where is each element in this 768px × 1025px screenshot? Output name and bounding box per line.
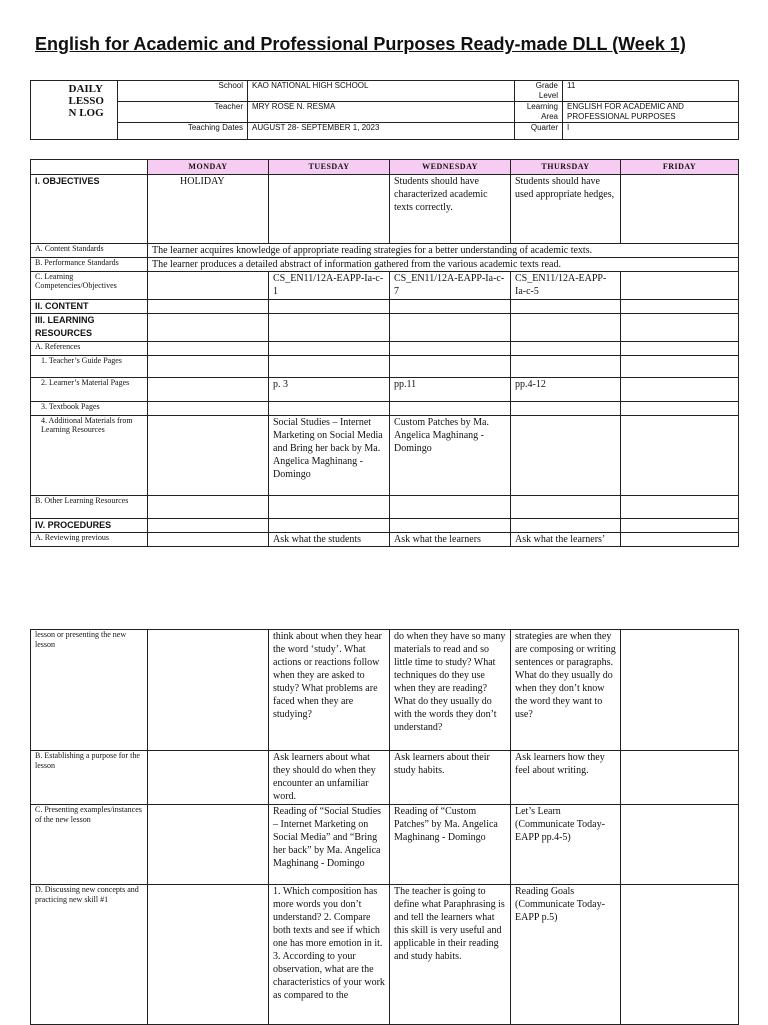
reviewing-cont-label: lesson or presenting the new lesson <box>31 630 148 751</box>
competencies-tuesday: CS_EN11/12A-EAPP-Ia-c-1 <box>269 272 390 300</box>
school-label: School <box>118 81 248 102</box>
references-label: A. References <box>31 342 148 356</box>
teaching-dates-label: Teaching Dates <box>118 123 248 140</box>
procedures-label: IV. PROCEDURES <box>31 519 148 533</box>
competencies-monday <box>148 272 269 300</box>
learners-material-wednesday: pp.11 <box>390 378 511 402</box>
reviewing-cont-tuesday: think about when they hear the word ‘study’. What actions or reactions follow when they are asked to study? What problems are faced when they are studying? <box>269 630 390 751</box>
performance-standards-text: The learner produces a detailed abstract of information gathered from the various academic texts read. <box>148 258 739 272</box>
additional-materials-tuesday: Social Studies – Internet Marketing on Social Media and Bring her back by Ma. Angelica Maghinang - Domingo <box>269 416 390 496</box>
day-header-friday: FRIDAY <box>621 160 739 175</box>
competencies-friday <box>621 272 739 300</box>
competencies-wednesday: CS_EN11/12A-EAPP-Ia-c-7 <box>390 272 511 300</box>
objectives-wednesday: Students should have characterized academic texts correctly. <box>390 175 511 244</box>
additional-materials-label: 4. Additional Materials from Learning Resources <box>31 416 148 496</box>
objectives-monday: HOLIDAY <box>148 175 269 244</box>
grade-label: Grade Level <box>515 81 563 102</box>
quarter-label: Quarter <box>515 123 563 140</box>
teaching-dates-value: AUGUST 28- SEPTEMBER 1, 2023 <box>248 123 515 140</box>
other-resources-label: B. Other Learning Resources <box>31 496 148 519</box>
objectives-label: I. OBJECTIVES <box>31 175 148 244</box>
reviewing-wednesday: Ask what the learners <box>390 533 511 547</box>
teachers-guide-label: 1. Teacher’s Guide Pages <box>31 356 148 378</box>
reviewing-label: A. Reviewing previous <box>31 533 148 547</box>
learners-material-thursday: pp.4-12 <box>511 378 621 402</box>
reviewing-tuesday: Ask what the students <box>269 533 390 547</box>
presenting-wednesday: Reading of “Custom Patches” by Ma. Angelica Maghinang - Domingo <box>390 805 511 885</box>
discussing-wednesday: The teacher is going to define what Paraphrasing is and tell the learners what this skill is very useful and applicable in their reading and study habits. <box>390 885 511 1025</box>
header-blank-cell <box>31 81 65 140</box>
quarter-value: I <box>563 123 739 140</box>
additional-materials-wednesday: Custom Patches by Ma. Angelica Maghinang - Domingo <box>390 416 511 496</box>
performance-standards-label: B. Performance Standards <box>31 258 148 272</box>
discussing-tuesday: 1. Which composition has more words you don’t understand? 2. Compare both texts and see if which one has more emotion in it. 3. According to your observation, what are the characteristics of your work as compared to the <box>269 885 390 1025</box>
corner-cell <box>31 160 148 175</box>
learning-area-label: Learning Area <box>515 102 563 123</box>
day-header-tuesday: TUESDAY <box>269 160 390 175</box>
competencies-label: C. Learning Competencies/Objectives <box>31 272 148 300</box>
learners-material-label: 2. Learner’s Material Pages <box>31 378 148 402</box>
presenting-tuesday: Reading of “Social Studies – Internet Marketing on Social Media” and “Bring her back” by Ma. Angelica Maghinang - Domingo <box>269 805 390 885</box>
reviewing-cont-wednesday: do when they have so many materials to read and so little time to study? What techniques do they use when they are reading? What do they usually do with the words they don’t understand? <box>390 630 511 751</box>
content-section-label: II. CONTENT <box>31 300 148 314</box>
day-header-wednesday: WEDNESDAY <box>390 160 511 175</box>
daily-lesson-log-label: DAILY LESSO N LOG <box>65 81 118 140</box>
discussing-thursday: Reading Goals (Communicate Today-EAPP p.5) <box>511 885 621 1025</box>
content-standards-label: A. Content Standards <box>31 244 148 258</box>
purpose-tuesday: Ask learners about what they should do when they encounter an unfamiliar word. <box>269 751 390 805</box>
presenting-thursday: Let’s Learn (Communicate Today-EAPP pp.4-5) <box>511 805 621 885</box>
learning-area-value: ENGLISH FOR ACADEMIC AND PROFESSIONAL PURPOSES <box>563 102 739 123</box>
objectives-friday <box>621 175 739 244</box>
purpose-wednesday: Ask learners about their study habits. <box>390 751 511 805</box>
reviewing-cont-thursday: strategies are when they are composing or writing sentences or paragraphs. What do they usually do when they don’t know the word they want to use? <box>511 630 621 751</box>
textbook-pages-label: 3. Textbook Pages <box>31 402 148 416</box>
lesson-plan-table <box>30 159 739 547</box>
purpose-thursday: Ask learners how they feel about writing. <box>511 751 621 805</box>
day-header-thursday: THURSDAY <box>511 160 621 175</box>
content-standards-text: The learner acquires knowledge of appropriate reading strategies for a better understanding of academic texts. <box>148 244 739 258</box>
presenting-label: C. Presenting examples/instances of the new lesson <box>31 805 148 885</box>
objectives-thursday: Students should have used appropriate hedges, <box>511 175 621 244</box>
competencies-thursday: CS_EN11/12A-EAPP-Ia-c-5 <box>511 272 621 300</box>
learning-resources-label: III. LEARNING RESOURCES <box>31 314 148 342</box>
school-value: KAO NATIONAL HIGH SCHOOL <box>248 81 515 102</box>
teacher-label: Teacher <box>118 102 248 123</box>
teacher-value: MRY ROSE N. RESMA <box>248 102 515 123</box>
purpose-label: B. Establishing a purpose for the lesson <box>31 751 148 805</box>
day-header-monday: MONDAY <box>148 160 269 175</box>
lesson-plan-table-continued <box>30 629 739 1025</box>
document-title: English for Academic and Professional Purposes Ready-made DLL (Week 1) <box>35 34 686 54</box>
header-info-table <box>30 80 739 140</box>
grade-value: 11 <box>563 81 739 102</box>
discussing-label: D. Discussing new concepts and practicing new skill #1 <box>31 885 148 1025</box>
reviewing-thursday: Ask what the learners’ <box>511 533 621 547</box>
learners-material-tuesday: p. 3 <box>269 378 390 402</box>
objectives-tuesday <box>269 175 390 244</box>
